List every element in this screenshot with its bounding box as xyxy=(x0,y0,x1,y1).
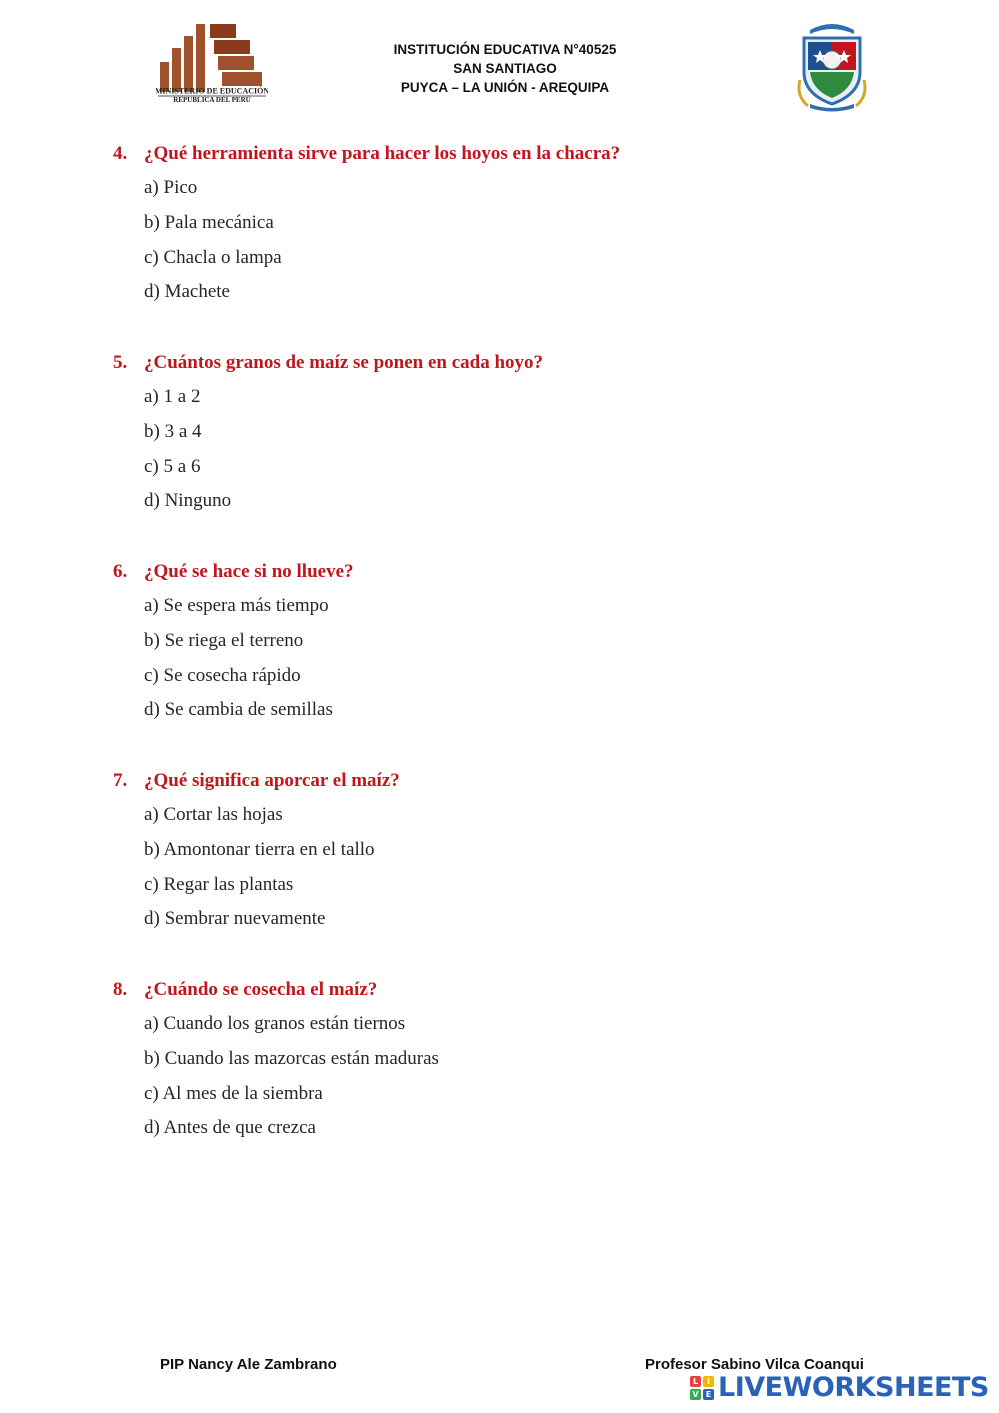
question-number: 8. xyxy=(113,979,128,1000)
option-a[interactable]: a) Se espera más tiempo xyxy=(144,595,329,616)
ministry-logo xyxy=(156,22,268,110)
option-b[interactable]: b) Se riega el terreno xyxy=(144,630,304,651)
question-prompt xyxy=(113,558,354,586)
option-c[interactable]: c) Se cosecha rápido xyxy=(144,665,301,686)
question-text: ¿Qué herramienta sirve para hacer los hoyos en la chacra? xyxy=(144,143,621,164)
question-text: ¿Qué significa aporcar el maíz? xyxy=(144,770,400,791)
option-d[interactable]: d) Ninguno xyxy=(144,490,232,511)
footer-teacher-right: Profesor Sabino Vilca Coanqui xyxy=(645,1356,864,1373)
option-c[interactable]: c) Regar las plantas xyxy=(144,874,294,895)
option-c[interactable]: c) 5 a 6 xyxy=(144,456,201,477)
ministry-logo-text-2: REPUBLICA DEL PERÚ xyxy=(173,96,251,104)
question-6 xyxy=(0,558,999,767)
school-title xyxy=(300,40,710,97)
question-list xyxy=(0,140,999,1185)
question-prompt xyxy=(113,349,543,377)
option-c[interactable]: c) Al mes de la siembra xyxy=(144,1083,323,1104)
question-number: 5. xyxy=(113,352,128,373)
question-text: ¿Cuántos granos de maíz se ponen en cada hoyo? xyxy=(144,352,544,373)
footer-teacher-left: PIP Nancy Ale Zambrano xyxy=(160,1356,337,1373)
option-a[interactable]: a) Pico xyxy=(144,177,198,198)
icon-letter-i: I xyxy=(703,1376,714,1387)
school-location-2: PUYCA – LA UNIÓN - AREQUIPA xyxy=(400,80,610,95)
question-prompt xyxy=(113,767,400,795)
question-prompt xyxy=(113,976,377,1004)
question-8 xyxy=(0,976,999,1185)
school-name: INSTITUCIÓN EDUCATIVA N°40525 xyxy=(393,42,617,57)
question-4 xyxy=(0,140,999,349)
question-number: 6. xyxy=(113,561,128,582)
option-b[interactable]: b) Amontonar tierra en el tallo xyxy=(144,839,375,860)
option-d[interactable]: d) Machete xyxy=(144,281,230,302)
question-5 xyxy=(0,349,999,558)
option-a[interactable]: a) Cortar las hojas xyxy=(144,804,283,825)
option-a[interactable]: a) 1 a 2 xyxy=(144,386,201,407)
option-d[interactable]: d) Se cambia de semillas xyxy=(144,699,333,720)
option-d[interactable]: d) Antes de que crezca xyxy=(144,1117,316,1138)
option-b[interactable]: b) Pala mecánica xyxy=(144,212,274,233)
ministry-logo-text-1: MINISTERIO DE EDUCACIÓN xyxy=(156,86,268,96)
question-text: ¿Cuándo se cosecha el maíz? xyxy=(144,979,378,1000)
option-d[interactable]: d) Sembrar nuevamente xyxy=(144,908,326,929)
icon-letter-e: E xyxy=(703,1389,714,1400)
question-number: 7. xyxy=(113,770,128,791)
question-number: 4. xyxy=(113,143,128,164)
question-text: ¿Qué se hace si no llueve? xyxy=(144,561,354,582)
icon-letter-l: L xyxy=(690,1376,701,1387)
liveworksheets-watermark[interactable] xyxy=(690,1372,989,1404)
question-7 xyxy=(0,767,999,976)
liveworksheets-icon xyxy=(690,1376,714,1400)
school-crest-icon xyxy=(796,20,868,112)
school-location-1: SAN SANTIAGO xyxy=(453,61,557,76)
option-b[interactable]: b) 3 a 4 xyxy=(144,421,202,442)
liveworksheets-text: LIVEWORKSHEETS xyxy=(718,1372,989,1403)
question-prompt xyxy=(113,140,620,168)
icon-letter-v: V xyxy=(690,1389,701,1400)
option-a[interactable]: a) Cuando los granos están tiernos xyxy=(144,1013,406,1034)
option-b[interactable]: b) Cuando las mazorcas están maduras xyxy=(144,1048,439,1069)
option-c[interactable]: c) Chacla o lampa xyxy=(144,247,282,268)
